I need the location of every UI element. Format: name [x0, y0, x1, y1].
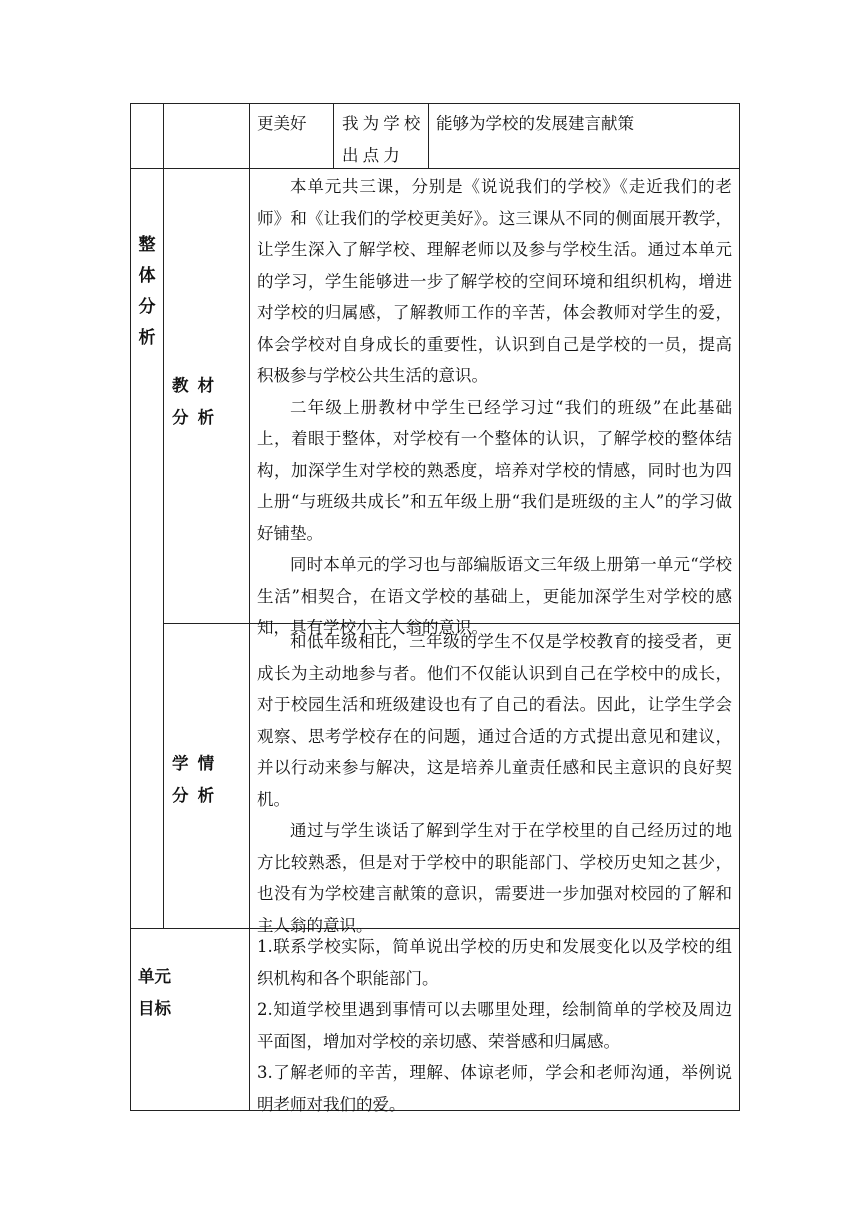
- overall-analysis-label-text: 整 体 分 析: [138, 235, 156, 348]
- table-col-divider: [163, 103, 164, 929]
- textbook-paragraph: 本单元共三课，分别是《说说我们的学校》《走近我们的老师》和《让我们的学校更美好》。这三课从不同的侧面展开教学，让学生深入了解学校、理解老师以及参与学校生活。通过本单元的学习，学生能够进一步了解学校的空间环境和组织机构，增进对学校的归属感，了解教师工作的辛苦，体会教师对学生的爱，体会学校对自身成长的重要性，认识到自己是学校的一员，提高积极参与学校公共生活的意识。: [257, 177, 732, 385]
- top-row-cell-4: [342, 108, 430, 171]
- top-row-text: 更美好: [257, 114, 307, 133]
- table-row-divider: [130, 168, 740, 169]
- table-border-right: [739, 103, 740, 1111]
- student-analysis-label: [172, 748, 244, 811]
- textbook-paragraph: 同时本单元的学习也与部编版语文三年级上册第一单元“学校生活”相契合，在语文学校的基础上，更能加深学生对学校的感知，具有学校小主人翁的意识。: [257, 555, 732, 637]
- top-row-text: 我为学校出点力: [342, 114, 425, 165]
- unit-goals-label-line: 单元: [138, 967, 171, 986]
- student-paragraph: 通过与学生谈话了解到学生对于在学校里的自己经历过的地方比较熟悉，但是对于学校中的职能部门、学校历史知之甚少，也没有为学校建言献策的意识，需要进一步加强对校园的了解和主人翁的意识。: [257, 821, 732, 935]
- student-analysis-content: [257, 626, 732, 941]
- top-row-cell-3: [257, 108, 329, 140]
- overall-analysis-label: [137, 230, 157, 354]
- textbook-analysis-label: [172, 370, 244, 433]
- textbook-paragraph: 二年级上册教材中学生已经学习过“我们的班级”在此基础上，着眼于整体，对学校有一个整体的认识，了解学校的整体结构，加深学生对学校的熟悉度，培养对学校的情感，同时也为四上册“与班级共成长”和五年级上册“我们是班级的主人”的学习做好铺垫。: [257, 397, 732, 543]
- unit-goals-content: [257, 931, 732, 1120]
- unit-goals-label: [138, 961, 244, 1024]
- table-border-left: [130, 103, 131, 1111]
- textbook-analysis-label-text: 教材分析: [172, 376, 224, 427]
- goal-item: 1.联系学校实际，简单说出学校的历史和发展变化以及学校的组织机构和各个职能部门。: [257, 937, 732, 988]
- unit-goals-label-line: 目标: [138, 998, 171, 1018]
- student-paragraph: 和低年级相比，三年级的学生不仅是学校教育的接受者，更成长为主动地参与者。他们不仅能认识到自己在学校中的成长，对于校园生活和班级建设也有了自己的看法。因此，让学生学会观察、思考学校存在的问题，通过合适的方式提出意见和建议，并以行动来参与解决，这是培养儿童责任感和民主意识的良好契机。: [257, 632, 732, 809]
- table-col-divider: [333, 103, 334, 169]
- table-col-divider: [249, 103, 250, 1111]
- table-border-top: [130, 103, 740, 104]
- top-row-text: 能够为学校的发展建言献策: [436, 114, 634, 133]
- textbook-analysis-content: [257, 171, 732, 644]
- top-row-cell-5: [436, 108, 734, 140]
- goal-item: 2.知道学校里遇到事情可以去哪里处理，绘制简单的学校及周边平面图，增加对学校的亲切感、荣誉感和归属感。: [257, 1000, 732, 1051]
- goal-item: 3.了解老师的辛苦，理解、体谅老师，学会和老师沟通，举例说明老师对我们的爱。: [257, 1063, 732, 1114]
- student-analysis-label-text: 学情分析: [172, 754, 224, 805]
